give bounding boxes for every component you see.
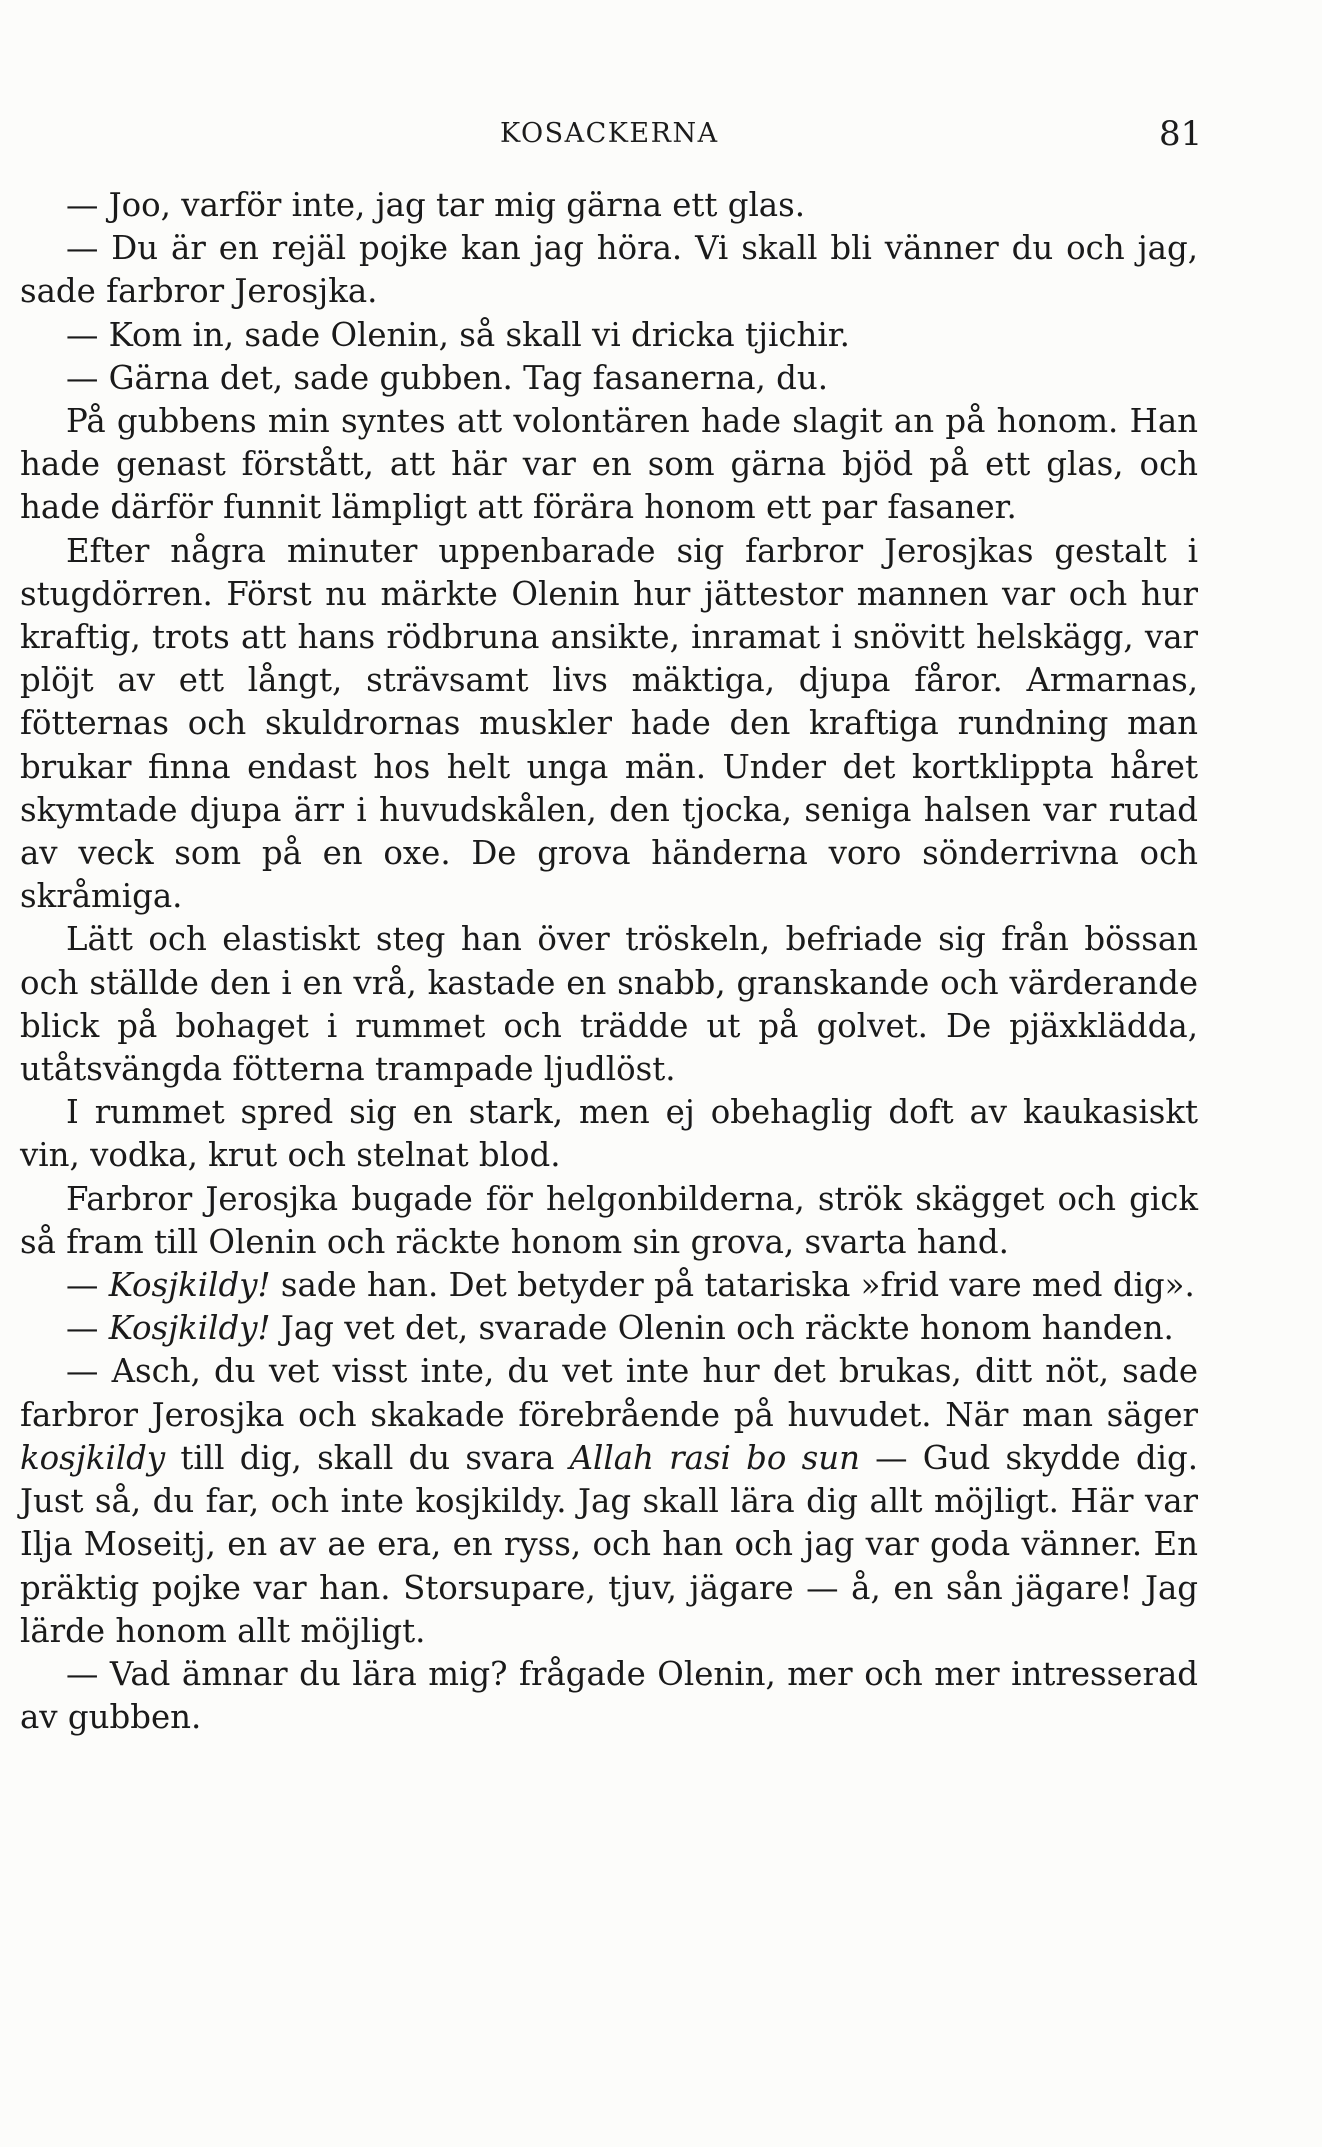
paragraph-text: — Joo, varför inte, jag tar mig gärna ett glas. — [66, 186, 806, 224]
italic-phrase: kosjkildy — [20, 1438, 166, 1477]
paragraph-text: sade han. Det betyder på tatariska »frid vare med dig». — [270, 1266, 1195, 1305]
paragraph-text: — — [66, 1266, 109, 1305]
paragraph-text: Efter några minuter uppenbarade sig farbror Jerosjkas gestalt i stugdörren. Först nu märkte Olenin hur jättestor mannen var och hur kraftig, trots att hans rödbruna ansikte, inramat i snövitt helskägg, var plöjt av ett långt, strävsamt livs mäktiga, djupa fåror. Armarnas, fötternas och skuldrornas muskler hade den kraftiga rundning man brukar finna endast hos helt unga män. Under det kortklippta håret skymtade djupa ärr i huvudskålen, den tjocka, seniga halsen var rutad av veck som på en oxe. De grova händerna voro sönderrivna och skråmiga. — [20, 531, 1198, 916]
paragraph-text: Jag vet det, svarade Olenin och räckte honom handen. — [270, 1309, 1174, 1348]
paragraph — [20, 1091, 1198, 1177]
body-text — [20, 184, 1198, 1739]
paragraph — [20, 357, 1198, 400]
paragraph-text: Lätt och elastiskt steg han över tröskeln, befriade sig från bössan och ställde den i en vrå, kastade en snabb, granskande och värderande blick på bohaget i rummet och trädde ut på golvet. De pjäxklädda, utåtsvängda fötterna trampade ljudlöst. — [20, 920, 1198, 1089]
paragraph-text: — Vad ämnar du lära mig? frågade Olenin, mer och mer intresserad av gubben. — [20, 1654, 1198, 1737]
paragraph — [20, 1178, 1198, 1264]
paragraph — [20, 400, 1198, 530]
paragraph — [20, 1264, 1198, 1307]
paragraph — [20, 530, 1198, 919]
paragraph — [20, 1350, 1198, 1652]
paragraph-text: — Du är en rejäl pojke kan jag höra. Vi skall bli vänner du och jag, sade farbror Jerosjka. — [20, 229, 1198, 311]
page-number: 81 — [1159, 114, 1203, 154]
paragraph — [20, 1653, 1198, 1739]
paragraph — [20, 314, 1198, 357]
paragraph-text: — Kom in, sade Olenin, så skall vi dricka tjichir. — [66, 315, 850, 354]
page-header — [0, 112, 1322, 162]
italic-phrase: Kosjkildy! — [108, 1266, 271, 1305]
paragraph-text: I rummet spred sig en stark, men ej obehaglig doft av kaukasiskt vin, vodka, krut och stelnat blod. — [20, 1093, 1198, 1175]
paragraph-text: — — [66, 1309, 109, 1348]
paragraph — [20, 184, 1198, 227]
paragraph — [20, 918, 1198, 1091]
paragraph — [20, 1307, 1198, 1350]
italic-phrase: Kosjkildy! — [108, 1309, 271, 1348]
paragraph-text: — Gärna det, sade gubben. Tag fasanerna, du. — [66, 358, 828, 397]
paragraph-text: Farbror Jerosjka bugade för helgonbilderna, strök skägget och gick så fram till Olenin och räckte honom sin grova, svarta hand. — [20, 1179, 1198, 1261]
italic-phrase: Allah rasi bo sun — [569, 1438, 860, 1477]
running-head: KOSACKERNA — [500, 118, 719, 149]
paragraph-text: — Gud skydde dig. Just så, du far, och inte kosjkildy. Jag skall lära dig allt möjligt. Här var Ilja Moseitj, en av ae era, en ryss, och han och jag var goda vänner. En präktig pojke var han. Storsupare, tjuv, jägare — å, en sån jägare! Jag lärde honom allt möjligt. — [20, 1438, 1199, 1650]
paragraph-text: På gubbens min syntes att volontären hade slagit an på honom. Han hade genast förstått, att här var en som gärna bjöd på ett glas, och hade därför funnit lämpligt att förära honom ett par fasaner. — [20, 402, 1198, 527]
paragraph — [20, 227, 1198, 313]
paragraph-text: — Asch, du vet visst inte, du vet inte hur det brukas, ditt nöt, sade farbror Jerosjka och skakade förebrående på huvudet. När man säger — [20, 1352, 1198, 1434]
paragraph-text: till dig, skall du svara — [165, 1438, 570, 1477]
